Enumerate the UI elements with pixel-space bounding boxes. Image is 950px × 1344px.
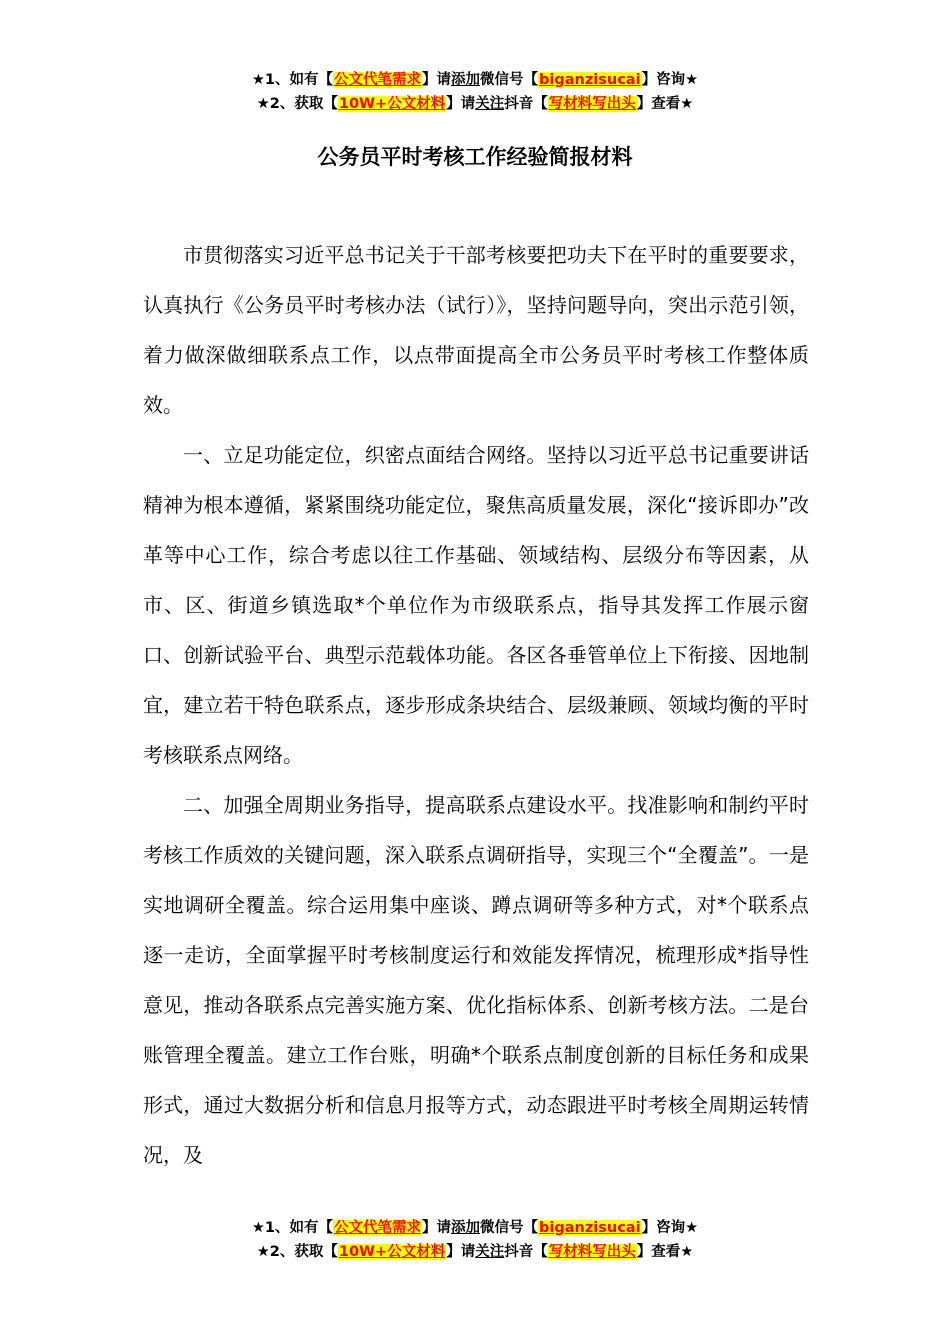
body-paragraph-intro: 市贯彻落实习近平总书记关于干部考核要把功夫下在平时的重要要求，认真执行《公务员平时考核办法（试行）》，坚持问题导向，突出示范引领，着力做深做细联系点工作，以点带面提高全市公务员平时考核工作整体质效。 [143, 243, 809, 417]
footer-promo-line-1-suffix: 】咨询★ [641, 1220, 699, 1236]
footer-promo-line-2-underlined: 关注 [475, 1244, 505, 1260]
footer-promo-line-1-prefix: ★1、如有【 [251, 1220, 334, 1236]
footer-promo-line-1-highlight-wechat-id: biganzisucai [539, 1220, 641, 1236]
promo-line-2-text: 】请 [446, 96, 476, 112]
promo-line-2-highlight-douyin: 写材料写出头 [548, 96, 636, 112]
promo-line-1-text-b: 微信号【 [480, 72, 539, 88]
footer-promo-line-2-text-b: 抖音【 [504, 1244, 548, 1260]
footer-promo-line-1-underlined: 添加 [451, 1220, 481, 1236]
promo-line-2-underlined: 关注 [475, 96, 505, 112]
footer-promo-line-1-highlight-service: 公文代笔需求 [334, 1220, 422, 1236]
footer-promo-line-1-text: 】请 [422, 1220, 452, 1236]
promo-line-1-highlight-wechat-id: biganzisucai [539, 72, 641, 88]
footer-promo-line-1-text-b: 微信号【 [480, 1220, 539, 1236]
promo-line-2-highlight-materials: 10W+公文材料 [338, 96, 446, 112]
body-paragraph-section-2: 二、加强全周期业务指导，提高联系点建设水平。找准影响和制约平时考核工作质效的关键问题，深入联系点调研指导，实现三个“全覆盖”。一是实地调研全覆盖。综合运用集中座谈、蹲点调研等多种方式，对*个联系点逐一走访，全面掌握平时考核制度运行和效能发挥情况，梳理形成*指导性意见，推动各联系点完善实施方案、优化指标体系、创新考核方法。二是台账管理全覆盖。建立工作台账，明确*个联系点制度创新的目标任务和成果形式，通过大数据分析和信息月报等方式，动态跟进平时考核全周期运转情况，及 [143, 793, 809, 1167]
footer-promo-line-2-suffix: 】查看★ [636, 1244, 694, 1260]
document-body [143, 230, 809, 1180]
footer-promo-line-2-highlight-materials: 10W+公文材料 [338, 1244, 446, 1260]
promo-line-1-suffix: 】咨询★ [641, 72, 699, 88]
promo-line-1-underlined: 添加 [451, 72, 481, 88]
promo-line-1-prefix: ★1、如有【 [251, 72, 334, 88]
document-title: 公务员平时考核工作经验简报材料 [317, 145, 633, 169]
promo-line-2-prefix: ★2、获取【 [256, 96, 338, 112]
promo-line-1-text: 】请 [422, 72, 452, 88]
footer-promo-line-2-text: 】请 [446, 1244, 476, 1260]
promo-line-1-highlight-service: 公文代笔需求 [334, 72, 422, 88]
footer-promo-line-1 [0, 1216, 950, 1240]
footer-promo-line-2-highlight-douyin: 写材料写出头 [548, 1244, 636, 1260]
header-promo-banner [0, 68, 950, 116]
footer-promo-line-2 [0, 1240, 950, 1264]
body-paragraph-section-1: 一、立足功能定位，织密点面结合网络。坚持以习近平总书记重要讲话精神为根本遵循，紧紧围绕功能定位，聚焦高质量发展，深化“接诉即办”改革等中心工作，综合考虑以往工作基础、领域结构、层级分布等因素，从市、区、街道乡镇选取*个单位作为市级联系点，指导其发挥工作展示窗口、创新试验平台、典型示范载体功能。各区各垂管单位上下衔接、因地制宜，建立若干特色联系点，逐步形成条块结合、层级兼顾、领域均衡的平时考核联系点网络。 [143, 443, 809, 767]
promo-line-2 [0, 92, 950, 116]
promo-line-2-suffix: 】查看★ [636, 96, 694, 112]
promo-line-2-text-b: 抖音【 [504, 96, 548, 112]
footer-promo-line-2-prefix: ★2、获取【 [256, 1244, 338, 1260]
promo-line-1 [0, 68, 950, 92]
footer-promo-banner [0, 1216, 950, 1264]
